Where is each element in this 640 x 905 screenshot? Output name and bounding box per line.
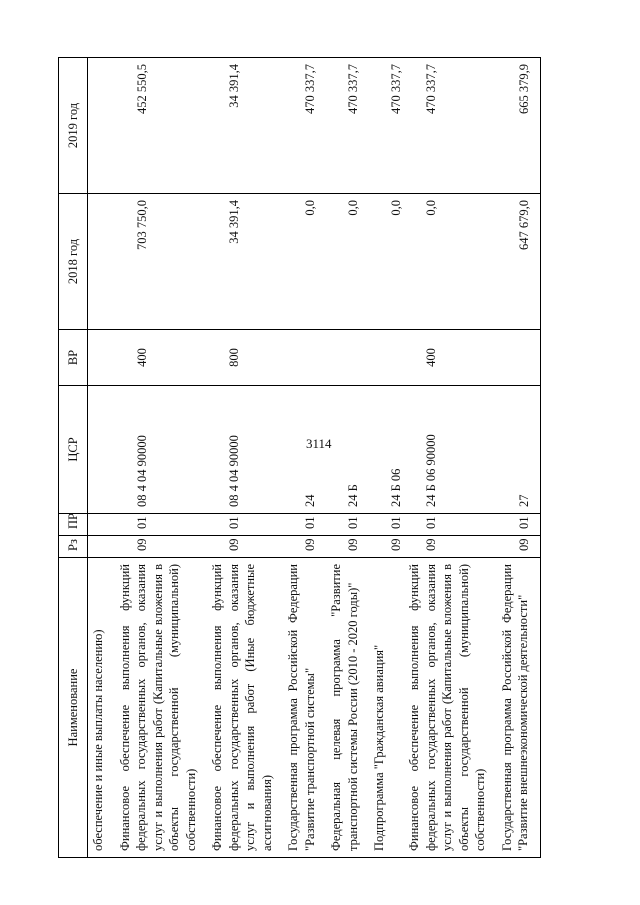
row-2018: 703 750,0 <box>115 194 208 330</box>
table-row <box>404 58 497 858</box>
rotated-table-wrapper <box>58 58 588 858</box>
row-pr: 01 <box>283 514 326 536</box>
budget-table <box>58 57 541 858</box>
row-pr <box>88 514 115 536</box>
table-header-row <box>59 58 88 858</box>
row-2018: 647 679,0 <box>497 194 541 330</box>
header-pr: ПР <box>59 514 88 536</box>
row-rz: 09 <box>497 536 541 558</box>
header-2018: 2018 год <box>59 194 88 330</box>
row-name: Финансовое обеспечение выполнения функций федеральных государственных органов, оказания услуг и выполнения работ (Капитальные вложения в объекты государственной (муниципальной) собственности) <box>115 558 208 858</box>
row-pr: 01 <box>115 514 208 536</box>
row-2018: 0,0 <box>369 194 404 330</box>
header-csr: ЦСР <box>59 386 88 514</box>
row-2018: 0,0 <box>283 194 326 330</box>
row-2018: 0,0 <box>404 194 497 330</box>
row-name: Подпрограмма "Гражданская авиация" <box>369 558 404 858</box>
row-pr: 01 <box>207 514 283 536</box>
table-row <box>88 58 115 858</box>
row-name: Федеральная целевая программа "Развитие транспортной системы России (2010 - 2020 годы)" <box>326 558 369 858</box>
row-csr: 27 <box>497 386 541 514</box>
row-rz: 09 <box>326 536 369 558</box>
row-rz: 09 <box>283 536 326 558</box>
row-2019: 34 391,4 <box>207 58 283 194</box>
row-name: Финансовое обеспечение выполнения функций федеральных государственных органов, оказания услуг и выполнения работ (Капитальные вложения в объекты государственной (муниципальной) собственности) <box>404 558 497 858</box>
header-rz: Рз <box>59 536 88 558</box>
row-csr: 24 Б 06 90000 <box>404 386 497 514</box>
row-rz: 09 <box>207 536 283 558</box>
row-pr: 01 <box>369 514 404 536</box>
row-2018: 34 391,4 <box>207 194 283 330</box>
row-vr: 800 <box>207 330 283 386</box>
row-csr: 24 Б <box>326 386 369 514</box>
row-csr <box>88 386 115 514</box>
row-vr <box>497 330 541 386</box>
row-pr: 01 <box>404 514 497 536</box>
row-csr: 08 4 04 90000 <box>115 386 208 514</box>
table-row <box>115 58 208 858</box>
row-rz: 09 <box>115 536 208 558</box>
table-row <box>369 58 404 858</box>
row-name: обеспечение и иные выплаты населению) <box>88 558 115 858</box>
row-rz: 09 <box>369 536 404 558</box>
row-vr <box>88 330 115 386</box>
row-2019: 470 337,7 <box>404 58 497 194</box>
row-vr: 400 <box>115 330 208 386</box>
row-csr: 24 Б 06 <box>369 386 404 514</box>
row-pr: 01 <box>497 514 541 536</box>
row-2019: 470 337,7 <box>369 58 404 194</box>
row-rz: 09 <box>404 536 497 558</box>
row-vr <box>326 330 369 386</box>
row-vr <box>369 330 404 386</box>
row-csr: 08 4 04 90000 <box>207 386 283 514</box>
row-vr <box>283 330 326 386</box>
row-2019: 452 550,5 <box>115 58 208 194</box>
row-name: Государственная программа Российской Федерации "Развитие внешнеэкономической деятельности" <box>497 558 541 858</box>
row-name: Государственная программа Российской Федерации "Развитие транспортной системы" <box>283 558 326 858</box>
table-row <box>283 58 326 858</box>
row-csr: 24 <box>283 386 326 514</box>
row-2019 <box>88 58 115 194</box>
page-number: 3114 <box>306 436 332 451</box>
table-row <box>207 58 283 858</box>
row-2018: 0,0 <box>326 194 369 330</box>
header-name: Наименование <box>59 558 88 858</box>
row-pr: 01 <box>326 514 369 536</box>
row-2019: 665 379,9 <box>497 58 541 194</box>
header-2019: 2019 год <box>59 58 88 194</box>
row-2019: 470 337,7 <box>326 58 369 194</box>
table-row <box>326 58 369 858</box>
table-row <box>497 58 541 858</box>
row-2019: 470 337,7 <box>283 58 326 194</box>
row-2018 <box>88 194 115 330</box>
row-rz <box>88 536 115 558</box>
row-vr: 400 <box>404 330 497 386</box>
header-vr: ВР <box>59 330 88 386</box>
row-name: Финансовое обеспечение выполнения функций федеральных государственных органов, оказания услуг и выполнения работ (Иные бюджетные ассигнования) <box>207 558 283 858</box>
